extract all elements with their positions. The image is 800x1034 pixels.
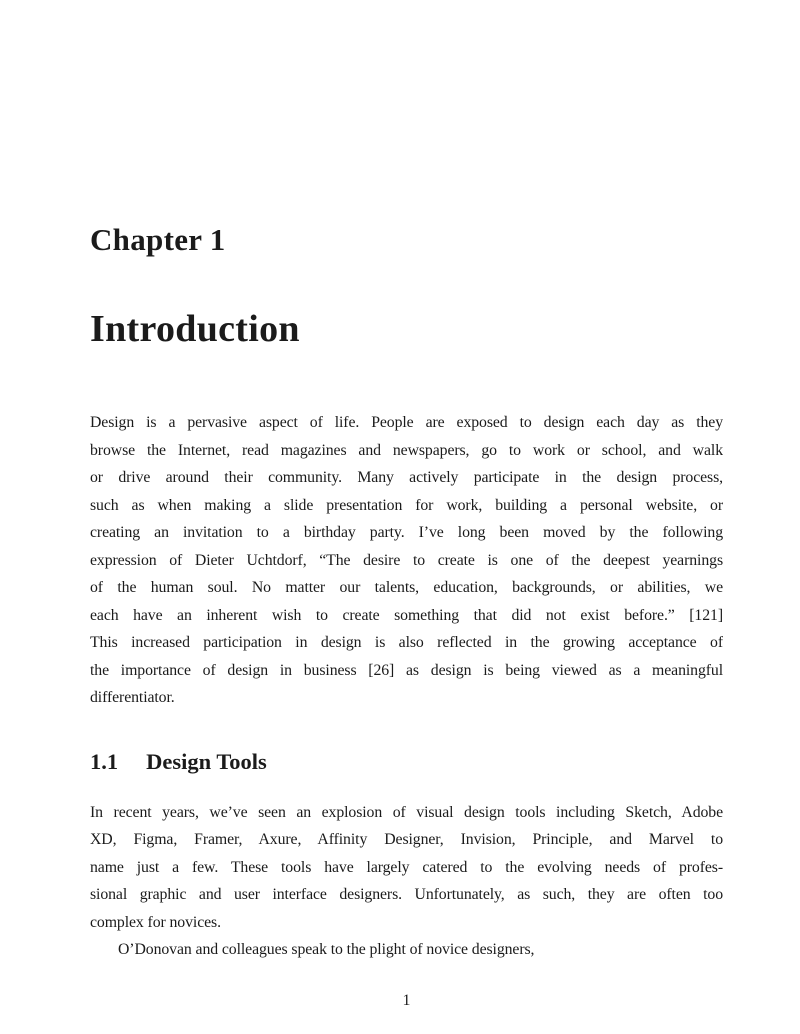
text-line: complex for novices. [90,913,221,931]
page-content [90,0,723,964]
text-line: browse the Internet, read magazines and newspapers, go to work or school, and walk [90,441,723,459]
section-heading-1-1 [90,748,723,775]
intro-paragraph [90,409,723,712]
text-line: expression of Dieter Uchtdorf, “The desire to create is one of the deepest yearnings [90,551,723,569]
text-line: O’Donovan and colleagues speak to the plight of novice designers, [118,941,535,959]
text-line: XD, Figma, Framer, Axure, Affinity Designer, Invision, Principle, and Marvel to [90,831,723,849]
text-line: sional graphic and user interface designers. Unfortunately, as such, they are often too [90,886,723,904]
design-tools-paragraph [90,799,723,937]
section-number: 1.1 [90,748,119,774]
text-line: In recent years, we’ve seen an explosion of visual design tools including Sketch, Adobe [90,803,723,821]
text-line: Design is a pervasive aspect of life. People are exposed to design each day as they [90,414,723,432]
chapter-number-heading: Chapter 1 [90,222,226,257]
text-line: This increased participation in design is also reflected in the growing acceptance of [90,634,723,652]
text-line: of the human soul. No matter our talents, education, backgrounds, or abilities, we [90,579,723,597]
text-line: name just a few. These tools have largely catered to the evolving needs of profes- [90,858,723,876]
novice-designers-paragraph [90,936,723,964]
text-line: such as when making a slide presentation for work, building a personal website, or [90,496,723,514]
text-line: or drive around their community. Many actively participate in the design process, [90,469,723,487]
chapter-title-heading: Introduction [90,307,300,350]
page-number: 1 [402,992,411,1009]
text-line: each have an inherent wish to create something that did not exist before.” [121] [90,606,723,624]
text-line: creating an invitation to a birthday party. I’ve long been moved by the following [90,524,723,542]
section-title: Design Tools [146,748,267,774]
text-line: differentiator. [90,689,175,707]
text-line: the importance of design in business [26] as design is being viewed as a meaningful [90,661,723,679]
